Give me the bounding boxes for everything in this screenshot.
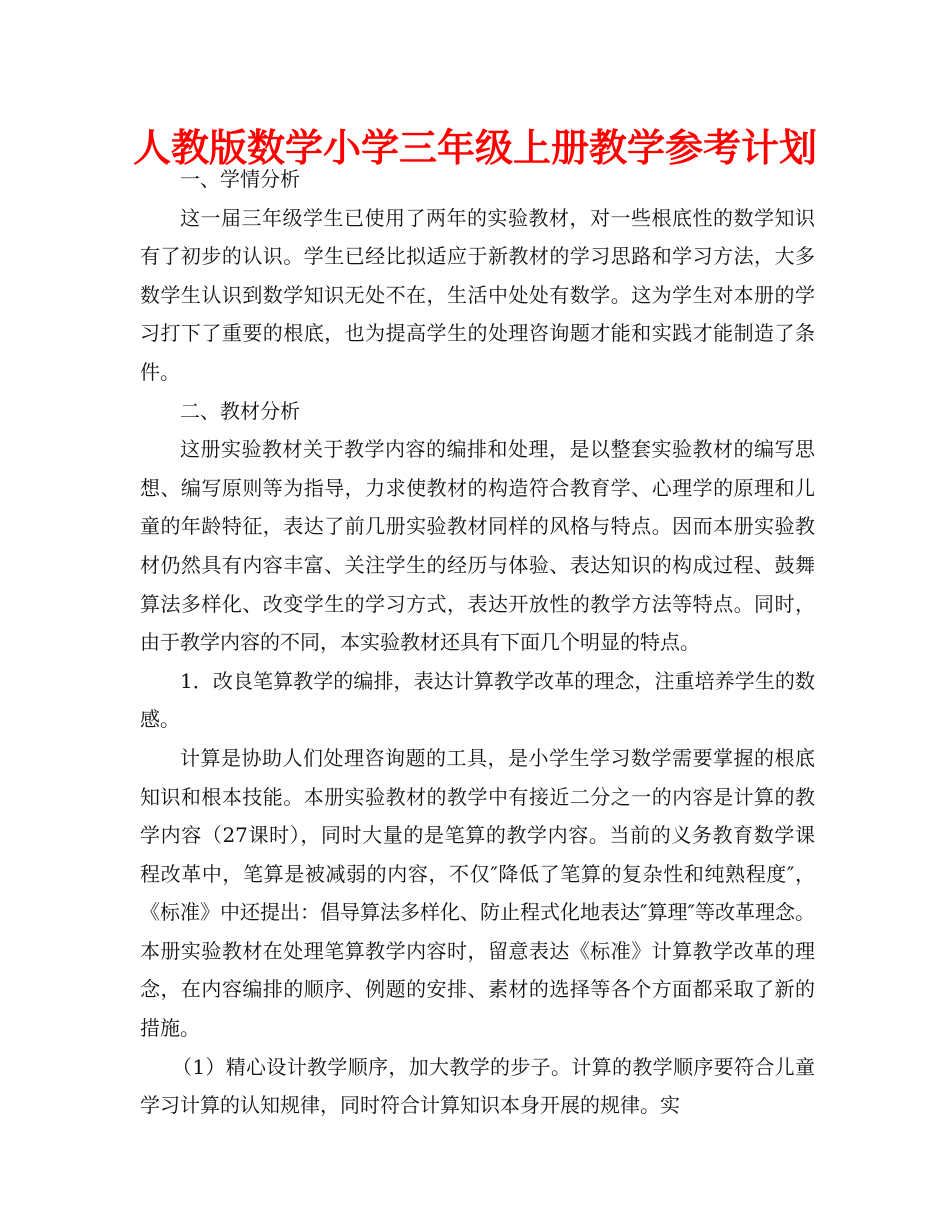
paragraph-subpoint-1: （1）精心设计教学顺序，加大教学的步子。计算的教学顺序要符合儿童学习计算的认知规律，同时符合计算知识本身开展的规律。实 — [140, 1054, 815, 1118]
paragraph-point-1: 1．改良笔算教学的编排，表达计算教学改革的理念，注重培养学生的数感。 — [140, 668, 815, 732]
section-heading-learning-analysis: 一、学情分析 — [180, 167, 300, 191]
section-heading-textbook-analysis: 二、教材分析 — [180, 398, 300, 423]
paragraph-learning-analysis: 这一届三年级学生已使用了两年的实验教材，对一些根底性的数学知识有了初步的认识。学生已经比拟适应于新教材的学习思路和学习方法，大多数学生认识到数学知识无处不在，生活中处处有数学。这为学生对本册的学习打下了重要的根底，也为提高学生的处理咨询题才能和实践才能制造了条件。 — [140, 205, 815, 384]
document-title: 人教版数学小学三年级上册教学参考计划 — [132, 126, 817, 170]
paragraph-textbook-analysis: 这册实验教材关于教学内容的编排和处理，是以整套实验教材的编写思想、编写原则等为指导，力求使教材的构造符合教育学、心理学的原理和儿童的年龄特征，表达了前几册实验教材同样的风格与特点。因而本册实验教材仍然具有内容丰富、关注学生的经历与体验、表达知识的构成过程、鼓舞算法多样化、改变学生的学习方式，表达开放性的教学方法等特点。同时，由于教学内容的不同，本实验教材还具有下面几个明显的特点。 — [140, 437, 815, 655]
document-body — [140, 160, 815, 1125]
paragraph-calculation: 计算是协助人们处理咨询题的工具，是小学生学习数学需要掌握的根底知识和根本技能。本册实验教材的教学中有接近二分之一的内容是计算的教学内容（27课时），同时大量的是笔算的教学内容。当前的义务教育数学课程改革中，笔算是被减弱的内容，不仅″降低了笔算的复杂性和纯熟程度″，《标准》中还提出：倡导算法多样化、防止程式化地表达″算理″等改革理念。本册实验教材在处理笔算教学内容时，留意表达《标准》计算教学改革的理念，在内容编排的顺序、例题的安排、素材的选择等各个方面都采取了新的措施。 — [140, 745, 815, 1041]
